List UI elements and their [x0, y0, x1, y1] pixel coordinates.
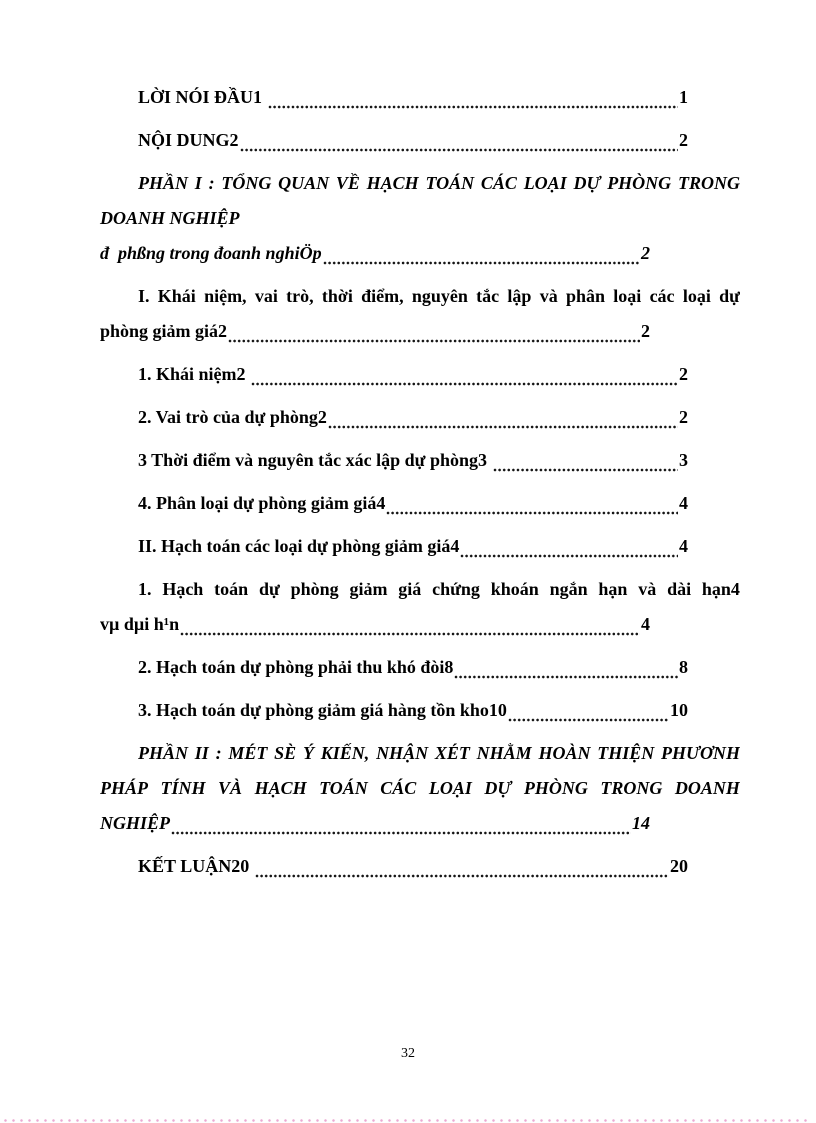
toc-entry	[100, 357, 740, 392]
toc-entry-label: phòng giảm giá2	[100, 321, 228, 341]
page-ref: 2	[641, 243, 650, 263]
page-ref: 8	[679, 657, 688, 677]
toc-line: PHÁP TÍNH VÀ HẠCH TOÁN CÁC LOẠI DỰ PHÒNG TRONG DOANH	[100, 778, 740, 798]
toc-entry	[100, 849, 740, 884]
page-ref: 20	[670, 856, 688, 876]
toc-entry-label: 3. Hạch toán dự phòng giảm giá hàng tồn kho10	[138, 700, 507, 720]
dot-leader	[323, 261, 640, 265]
dot-leader	[171, 831, 631, 835]
toc-entry-label: 2. Vai trò của dự phòng2	[138, 407, 327, 427]
toc-line	[100, 607, 650, 642]
dot-leader	[180, 632, 640, 636]
dot-leader	[268, 105, 678, 109]
toc-line	[100, 849, 688, 884]
toc-entry-label: đ phßng trong đoanh nghiÖp	[100, 243, 322, 263]
dot-leader	[255, 874, 669, 878]
toc-line	[100, 314, 650, 349]
page-boundary-dotted-line	[4, 1119, 812, 1122]
dot-leader	[251, 382, 678, 386]
toc-entry-label: 3 Thời điểm và nguyên tắc xác lập dự phòng3	[138, 450, 492, 470]
toc-entry-label: vµ dµi h¹n	[100, 614, 180, 634]
toc-entry	[100, 572, 740, 642]
page-ref: 1	[679, 87, 688, 107]
toc-entry-label: KẾT LUẬN20	[138, 856, 254, 876]
toc-entry-label: 4. Phân loại dự phòng giảm giá4	[138, 493, 386, 513]
page-ref: 4	[679, 536, 688, 556]
toc-entry	[100, 529, 740, 564]
toc-line	[100, 693, 688, 728]
toc-line	[100, 123, 688, 158]
page-ref: 2	[641, 321, 650, 341]
dot-leader	[386, 511, 678, 515]
page-ref: 10	[670, 700, 688, 720]
page-ref: 14	[632, 813, 650, 833]
toc-line	[100, 80, 688, 115]
toc-entry	[100, 443, 740, 478]
toc-entry	[100, 166, 740, 271]
toc-line	[100, 529, 688, 564]
toc-entry	[100, 279, 740, 349]
page-ref: 4	[679, 493, 688, 513]
toc-line	[100, 650, 688, 685]
toc-entry	[100, 123, 740, 158]
dot-leader	[508, 718, 669, 722]
table-of-contents	[100, 80, 740, 892]
toc-entry-label: NGHIỆP	[100, 813, 171, 833]
dot-leader	[493, 468, 678, 472]
toc-line: 1. Hạch toán dự phòng giảm giá chứng khoán ngắn hạn và dài hạn4	[138, 579, 740, 599]
footer-page-number: 32	[401, 1046, 415, 1061]
toc-entry	[100, 736, 740, 841]
dot-leader	[454, 675, 678, 679]
dot-leader	[240, 148, 678, 152]
toc-entry	[100, 693, 740, 728]
toc-entry-label: 1. Khái niệm2	[138, 364, 251, 384]
toc-line	[100, 236, 650, 271]
toc-entry	[100, 400, 740, 435]
toc-line: PHẦN II : MÉT SÈ Ý KIẾN, NHẬN XÉT NHẰM HOÀN THIỆN PHƯƠNH	[138, 743, 740, 763]
toc-line	[100, 357, 688, 392]
dot-leader	[460, 554, 678, 558]
dot-leader	[228, 339, 640, 343]
dot-leader	[328, 425, 678, 429]
page-ref: 2	[679, 130, 688, 150]
page-ref: 4	[641, 614, 650, 634]
toc-line: I. Khái niệm, vai trò, thời điểm, nguyên tắc lập và phân loại các loại dự	[138, 286, 740, 306]
toc-line	[100, 400, 688, 435]
toc-entry	[100, 486, 740, 521]
toc-entry	[100, 80, 740, 115]
toc-entry-label: II. Hạch toán các loại dự phòng giảm giá4	[138, 536, 460, 556]
toc-entry-label: NỘI DUNG2	[138, 130, 239, 150]
toc-line: DOANH NGHIỆP	[100, 208, 240, 228]
toc-line	[100, 806, 650, 841]
toc-entry-label: LỜI NÓI ĐẦU1	[138, 87, 267, 107]
page-ref: 2	[679, 407, 688, 427]
toc-line: PHẦN I : TỔNG QUAN VỀ HẠCH TOÁN CÁC LOẠI DỰ PHÒNG TRONG	[138, 173, 740, 193]
toc-line	[100, 486, 688, 521]
toc-line	[100, 443, 688, 478]
toc-entry	[100, 650, 740, 685]
toc-entry-label: 2. Hạch toán dự phòng phải thu khó đòi8	[138, 657, 454, 677]
page-ref: 2	[679, 364, 688, 384]
page-ref: 3	[679, 450, 688, 470]
